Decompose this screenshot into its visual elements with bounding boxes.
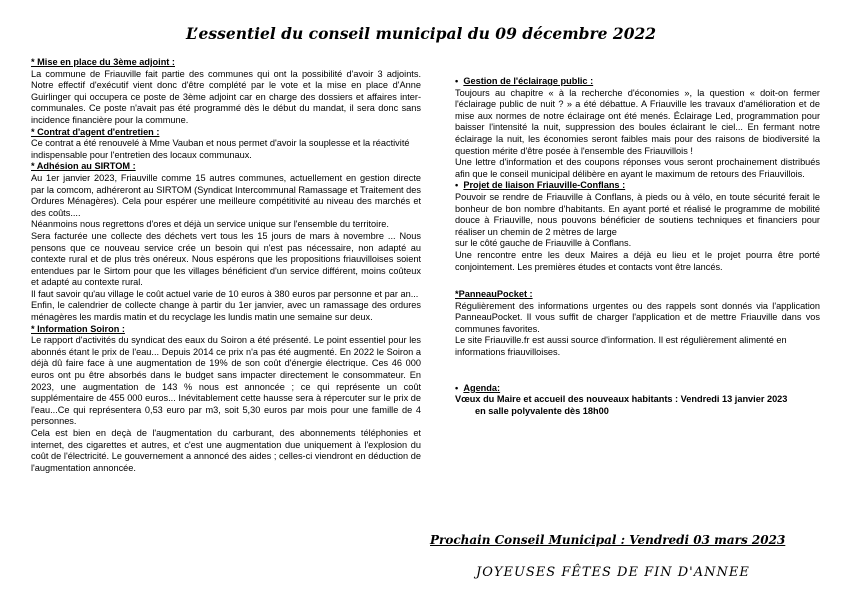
- greetings-banner: JOYEUSES FÊTES DE FIN D'ANNEE: [476, 565, 750, 580]
- section-heading-adjoint: * Mise en place du 3ème adjoint :: [31, 57, 175, 67]
- sirtom-paragraph-4: Il faut savoir qu'au village le coût actuel varie de 10 euros à 380 euros par personne et par an...: [31, 288, 419, 299]
- soiron-paragraph-1: Le rapport d'activités du syndicat des eaux du Soiron a été présenté. Le point essentiel pour les abonnés étant le prix de l'eau... Depuis 2014 ce prix n'a pas été augmenté. En 2022 le Soiron a déjà dû faire face à une augmentation de 19% de son coût d'énergie électrique. Ces 46 000 euros ont pu être absorbés dans le budget sans impacter directement le consommateur. En 2023, une augmentation de 143 % nous est annoncée ; ce qui représente un coût supplémentaire de 455 000 euros... Inévitablement cette hausse sera à répercuter sur le prix de l'eau...Ce qui représentera 0,53 euro par m3, soit 5,30 euros par mois pour une famille de 4 personnes.: [31, 335, 421, 427]
- section-heading-contrat: * Contrat d'agent d'entretien :: [31, 126, 160, 137]
- next-council-banner: Prochain Conseil Municipal : Vendredi 03 mars 2023: [430, 533, 786, 547]
- liaison-paragraph-1: Pouvoir se rendre de Friauville à Conflans, à pieds ou à vélo, en toute sécurité ferait le bonheur de bon nombre d'habitants. En ayant porté et réalisé le programme de mobilité douce à Friauville, nous pouvons bénéficier de soutiens techniques et financiers pour réaliser un chemin de 2 mètres de large: [455, 191, 820, 237]
- agenda-line-2: en salle polyvalente dès 18h00: [475, 405, 609, 416]
- sirtom-paragraph-1: Au 1er janvier 2023, Friauville comme 15 autres communes, actuellement en gestion directe par la comcom, adhéreront au SIRTOM (Syndicat Intercommunal Ramassage et Traitement des Ordures Ménagères). Cela pour espérer une meilleure compétitivité au niveau des marchés et des coûts....: [31, 172, 421, 218]
- liaison-paragraph-2: sur le côté gauche de Friauville à Conflans.: [455, 238, 632, 249]
- section-heading-agenda: • Agenda:: [455, 383, 820, 395]
- sirtom-paragraph-2: Néanmoins nous regrettons d'ores et déjà un service unique sur l'ensemble du territoire.: [31, 219, 389, 230]
- section-heading-liaison: • Projet de liaison Friauville-Conflans :: [455, 180, 820, 192]
- section-heading-soiron: * Information Soiron :: [31, 323, 125, 334]
- section-heading-sirtom: * Adhésion au SIRTOM :: [31, 161, 136, 172]
- eclairage-paragraph-1: Toujours au chapitre « à la recherche d'économies », la question « doit-on fermer l'éclairage public de nuit ? » a été débattue. A Friauville les travaux d'amélioration et de mise aux normes de notre éclairage ont été menés. Éclairage Led, programmation pour baisser l'intensité la nuit, suppression des boules éclairant le ciel... En fermant notre éclairage la nuit, les économies seront faibles mais pour des raisons de biodiversité la question mérite d'être posée à l'ensemble des Friauvillois !: [455, 87, 820, 156]
- soiron-paragraph-2: Cela est bien en deçà de l'augmentation du carburant, des abonnements téléphonies et internet, des cigarettes et autres, et c'est une augmentation due uniquement à l'explosion du coût de l'électricité. Le gouvernement a annoncé des aides ; celles-ci viendront en déduction de l'augmentation annoncée.: [31, 428, 421, 473]
- panneaupocket-paragraph-1: Régulièrement des informations urgentes ou des rappels sont donnés via l'application PanneauPocket. Il vous suffit de charger l'application et de mettre Friauville dans vos communes favorites.: [455, 300, 820, 334]
- left-column: [31, 57, 421, 474]
- section-body-contrat: Ce contrat a été renouvelé à Mme Vauban et nous permet d'avoir la souplesse et la réactivité indispensable pour l'entretien des locaux communaux.: [31, 138, 410, 160]
- sirtom-paragraph-5: Enfin, le calendrier de collecte change à partir du 1er janvier, avec un ramassage des ordures ménagères les mardis matin et du recyclage les lundis matin une semaine sur deux.: [31, 300, 421, 323]
- section-heading-panneaupocket: *PanneauPocket :: [455, 289, 533, 300]
- sirtom-paragraph-3: Sera facturée une collecte des déchets vert tous les 15 jours de mars à novembre ... Nous pensons que ce nouveau service crée un besoin qui n'est pas nécessaire, non adapté au contexte rural et de plus très onéreux. Nous espérons que les propositions friauvilloises soient entendues par le Sirtom pour que les villages bénéficient d'un service différent, moins coûteux et adapté au contexte rural.: [31, 230, 421, 288]
- section-body-adjoint: La commune de Friauville fait partie des communes qui ont la possibilité d'avoir 3 adjoints. Notre effectif d'exécutif vient donc d'être complété par le vote et la mise en place d'Anne Guirlinger qui occupera ce poste de 3ème adjoint car en charge des dossiers et affaires inter-communales. Ce poste n'avait pas été programmé dès le début du mandat, il sera donc sans incidence financière pour la commune.: [31, 68, 421, 125]
- agenda-line-1: Vœux du Maire et accueil des nouveaux habitants : Vendredi 13 janvier 2023: [455, 394, 788, 405]
- right-column: [455, 76, 820, 417]
- page-title: L’essentiel du conseil municipal du 09 décembre 2022: [185, 24, 657, 43]
- eclairage-paragraph-2: Une lettre d'information et des coupons réponses vous seront prochainement distribués afin que le conseil municipal délibère en ayant le maximum de retours des Friauvillois.: [455, 157, 820, 179]
- section-heading-eclairage: • Gestion de l'éclairage public :: [455, 76, 820, 88]
- panneaupocket-paragraph-2: Le site Friauville.fr est aussi source d'information. Il est régulièrement alimenté en informations friauvilloises.: [455, 335, 787, 358]
- liaison-paragraph-3: Une rencontre entre les deux Maires a déjà eu lieu et le projet pourra être porté conjointement. Les premières études et contacts vont être lancés.: [455, 249, 820, 272]
